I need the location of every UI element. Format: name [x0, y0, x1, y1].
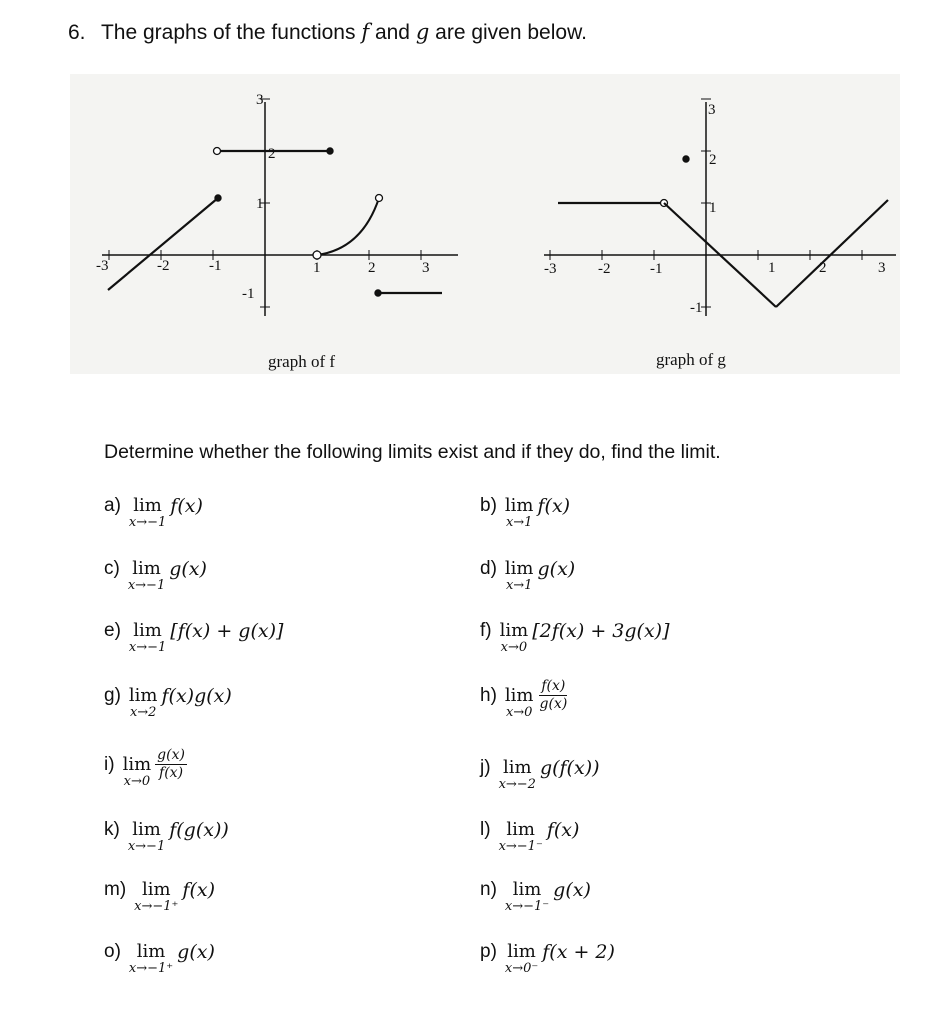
graph-g-ytick: 1: [709, 200, 717, 216]
problem-label: f): [480, 620, 492, 641]
problem-g: [104, 684, 232, 720]
limit-expression: f(x): [546, 819, 580, 841]
limit-operator: lim x→−1⁻: [498, 819, 543, 854]
problem-label: i): [104, 754, 115, 775]
graph-g-caption: graph of g: [656, 350, 726, 369]
limit-expression: [2f(x) + 3g(x)]: [532, 620, 670, 642]
limit-expression: f(x)g(x): [161, 685, 232, 707]
problem-label: a): [104, 495, 121, 516]
problem-b: [480, 494, 570, 530]
graph-f-caption: graph of f: [268, 352, 336, 371]
limit-operator: lim x→−1: [128, 620, 167, 655]
problem-k: [104, 818, 229, 854]
limit-expression: f(x): [170, 495, 203, 517]
limit-operator: lim x→1: [504, 495, 534, 530]
graph-f-left-segment: [108, 198, 218, 290]
limit-operator: lim x→−1⁻: [504, 879, 550, 914]
limit-operator: lim x→1: [504, 558, 534, 593]
limit-operator: lim x→−1: [127, 819, 166, 854]
problem-label: o): [104, 941, 121, 962]
limit-fraction: $\frac{g(x)}{f(x)}$: [157, 747, 185, 781]
limit-expression: f(x): [182, 879, 215, 901]
problem-e: [104, 619, 283, 655]
graph-g-xtick: 2: [819, 260, 827, 276]
graph-f-closed-dot-left: [215, 195, 221, 201]
problem-a: [104, 494, 203, 530]
problem-label: b): [480, 495, 497, 516]
graph-g: [544, 99, 896, 316]
graph-f: [102, 99, 458, 316]
limit-operator: lim x→0⁻: [504, 941, 539, 976]
problem-label: h): [480, 685, 497, 706]
graph-f-ytick: -1: [242, 286, 255, 302]
graph-f-xtick: -3: [96, 258, 109, 274]
question-and: and: [374, 21, 410, 44]
instruction-text: Determine whether the following limits exist and if they do, find the limit.: [104, 441, 721, 463]
question-suffix: are given below.: [435, 21, 587, 44]
graph-g-isolated-point: [683, 156, 689, 162]
graph-f-xtick: -2: [157, 258, 170, 274]
limit-operator: lim x→2: [128, 685, 158, 720]
problem-label: p): [480, 941, 497, 962]
graph-g-xtick: 3: [878, 260, 886, 276]
graph-f-ytick: 2: [268, 146, 276, 162]
problem-i: [104, 747, 187, 789]
problem-f: [480, 619, 669, 655]
graph-g-xtick: -1: [650, 261, 663, 277]
limit-operator: lim x→−1: [127, 558, 166, 593]
graph-g-xtick: 1: [768, 260, 776, 276]
limit-operator: lim x→−1⁺: [128, 941, 174, 976]
problem-label: j): [480, 757, 491, 778]
limit-operator: lim x→0: [504, 685, 534, 720]
function-f-symbol: f: [361, 20, 370, 44]
problem-label: g): [104, 685, 121, 706]
graph-f-xtick: 3: [422, 260, 430, 276]
problem-label: l): [480, 819, 491, 840]
limit-expression: g(x): [169, 558, 207, 580]
limit-expression: [f(x) + g(x)]: [170, 620, 284, 642]
graph-g-v-right: [776, 200, 888, 307]
question-prefix: The graphs of the functions: [100, 21, 356, 44]
graph-g-labels: [544, 102, 886, 369]
problem-j: [480, 756, 600, 792]
graph-g-xtick: -3: [544, 261, 557, 277]
problem-h: [480, 678, 569, 720]
graph-g-ytick: 3: [708, 102, 716, 118]
limit-expression: g(x): [553, 879, 591, 901]
limit-operator: lim x→−1⁺: [134, 879, 179, 914]
problem-n: [480, 878, 591, 914]
limit-expression: g(x): [537, 558, 576, 580]
problem-o: [104, 940, 215, 976]
graph-f-xtick: 2: [368, 260, 376, 276]
function-g-symbol: g: [415, 20, 430, 44]
graph-g-ytick: 2: [709, 152, 717, 168]
problem-label: d): [480, 558, 497, 579]
problem-p: [480, 940, 615, 976]
problem-d: [480, 557, 575, 593]
graph-g-xtick: -2: [598, 261, 611, 277]
problem-c: [104, 557, 207, 593]
graph-f-open-dot-origin: [313, 251, 321, 259]
problem-label: n): [480, 879, 497, 900]
graph-f-xtick: -1: [209, 258, 222, 274]
problem-label: e): [104, 620, 121, 641]
problem-label: m): [104, 879, 127, 900]
graphs-svg: [70, 74, 900, 374]
limit-expression: f(x): [537, 495, 571, 517]
problem-label: k): [104, 819, 120, 840]
question-number: 6.: [68, 21, 86, 44]
question-title: [68, 20, 587, 45]
graphs-photo: [70, 74, 900, 374]
limit-operator: lim x→0: [499, 620, 529, 655]
problem-m: [104, 878, 215, 914]
graph-f-ytick: 3: [256, 92, 264, 108]
graph-f-xtick: 1: [313, 260, 321, 276]
limit-operator: lim x→0: [122, 754, 152, 789]
limit-operator: lim x→−2: [498, 757, 536, 792]
problem-label: c): [104, 558, 120, 579]
limit-operator: lim x→−1: [128, 495, 167, 530]
graph-f-open-dot-curve: [376, 195, 383, 202]
graph-f-closed-dot-top: [327, 148, 333, 154]
graph-f-open-dot-top: [214, 148, 221, 155]
graph-f-ytick: 1: [256, 196, 264, 212]
graph-g-ytick: -1: [690, 300, 703, 316]
limit-expression: g(x): [177, 941, 215, 963]
graph-f-labels: [96, 92, 430, 371]
limit-expression: f(g(x)): [169, 819, 229, 841]
limit-expression: f(x + 2): [542, 941, 615, 963]
graph-f-closed-dot-bottom: [375, 290, 381, 296]
graph-f-curve: [317, 198, 379, 255]
limit-expression: g(f(x)): [539, 757, 600, 779]
limit-fraction: $\frac{f(x)}{g(x)}$: [539, 678, 568, 712]
problem-l: [480, 818, 579, 854]
